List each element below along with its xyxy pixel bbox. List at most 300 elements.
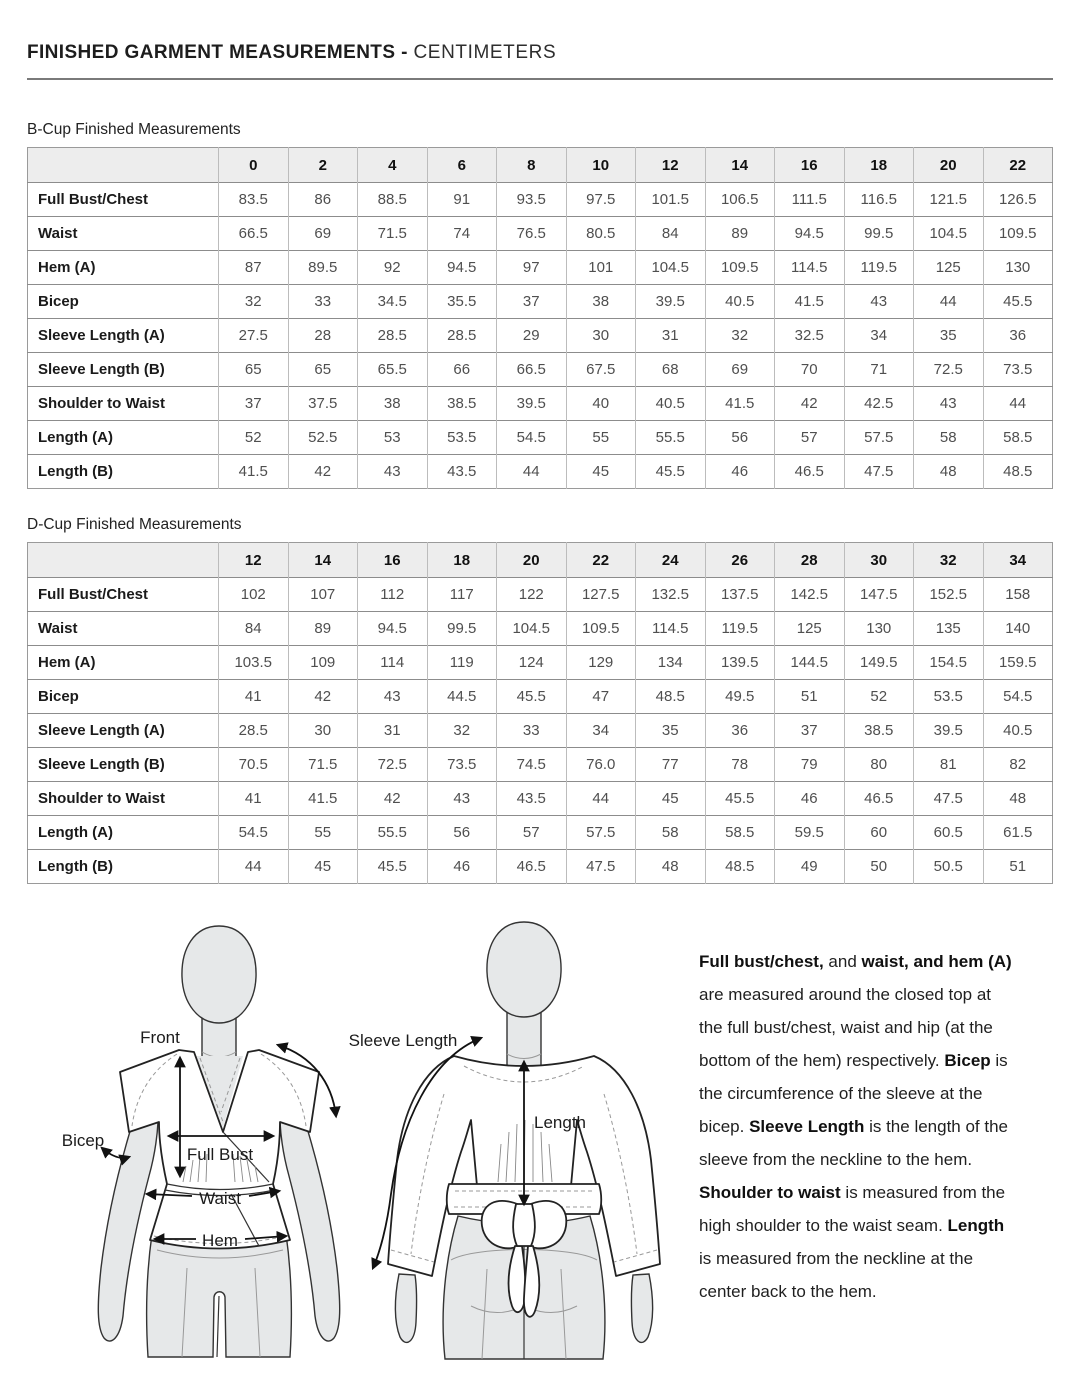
bicep-label: Bicep	[61, 1131, 105, 1150]
table-row	[28, 714, 1053, 748]
value-cell: 102	[219, 578, 289, 612]
value-cell: 31	[636, 319, 706, 353]
value-cell: 43.5	[427, 455, 497, 489]
diagram-and-description	[27, 914, 1053, 1376]
value-cell: 53.5	[914, 680, 984, 714]
value-cell: 142.5	[775, 578, 845, 612]
table-row	[28, 421, 1053, 455]
row-label-cell: Waist	[38, 225, 78, 242]
value-cell: 55	[566, 421, 636, 455]
value-cell: 33	[288, 285, 358, 319]
value-cell: 54.5	[497, 421, 567, 455]
table-row	[28, 748, 1053, 782]
size-header-cell: 8	[497, 148, 567, 183]
value-cell: 50	[844, 850, 914, 884]
value-cell: 149.5	[844, 646, 914, 680]
value-cell: 37	[497, 285, 567, 319]
value-cell: 55.5	[636, 421, 706, 455]
row-label-cell: Shoulder to Waist	[38, 790, 165, 807]
value-cell: 40	[566, 387, 636, 421]
row-label-cell: Length (A)	[38, 429, 113, 446]
size-header-cell: 14	[705, 148, 775, 183]
bcup-section	[27, 121, 1053, 489]
value-cell: 41.5	[288, 782, 358, 816]
value-cell: 92	[358, 251, 428, 285]
value-cell: 41.5	[705, 387, 775, 421]
table-row	[28, 782, 1053, 816]
size-header-cell: 34	[983, 543, 1053, 578]
value-cell: 32.5	[775, 319, 845, 353]
value-cell: 71.5	[358, 217, 428, 251]
value-cell: 89	[705, 217, 775, 251]
description-bold-term: Shoulder to waist	[699, 1183, 841, 1202]
size-header-cell: 14	[288, 543, 358, 578]
value-cell: 58.5	[983, 421, 1053, 455]
row-label-cell: Bicep	[38, 688, 79, 705]
value-cell: 103.5	[219, 646, 289, 680]
value-cell: 68	[636, 353, 706, 387]
value-cell: 52.5	[288, 421, 358, 455]
row-label-cell: Bicep	[38, 293, 79, 310]
dcup-table-label: D-Cup Finished Measurements	[27, 516, 242, 533]
value-cell: 60.5	[914, 816, 984, 850]
dcup-table-container	[27, 542, 1053, 884]
value-cell: 41	[219, 680, 289, 714]
value-cell: 114.5	[636, 612, 706, 646]
back-figure	[373, 922, 660, 1359]
value-cell: 45.5	[497, 680, 567, 714]
value-cell: 130	[983, 251, 1053, 285]
value-cell: 99.5	[427, 612, 497, 646]
measurement-description	[699, 931, 1013, 1359]
value-cell: 117	[427, 578, 497, 612]
value-cell: 139.5	[705, 646, 775, 680]
description-text: are measured around the closed top at the full bust/chest, waist and hip (at the bottom of the hem) respectively.	[699, 985, 993, 1070]
value-cell: 54.5	[219, 816, 289, 850]
table-row	[28, 217, 1053, 251]
page-title	[27, 42, 1053, 64]
table-row	[28, 387, 1053, 421]
value-cell: 80.5	[566, 217, 636, 251]
value-cell: 70.5	[219, 748, 289, 782]
table-row	[28, 850, 1053, 884]
value-cell: 119.5	[705, 612, 775, 646]
value-cell: 88.5	[358, 183, 428, 217]
value-cell: 52	[219, 421, 289, 455]
table-row	[28, 319, 1053, 353]
value-cell: 34	[566, 714, 636, 748]
value-cell: 39.5	[497, 387, 567, 421]
value-cell: 47.5	[566, 850, 636, 884]
value-cell: 121.5	[914, 183, 984, 217]
description-bold-term: Sleeve Length	[749, 1117, 865, 1136]
row-label-cell: Full Bust/Chest	[38, 586, 149, 603]
value-cell: 49.5	[705, 680, 775, 714]
size-header-cell: 6	[427, 148, 497, 183]
value-cell: 59.5	[775, 816, 845, 850]
value-cell: 134	[636, 646, 706, 680]
table-row	[28, 183, 1053, 217]
value-cell: 116.5	[844, 183, 914, 217]
value-cell: 47.5	[914, 782, 984, 816]
size-header-cell: 26	[705, 543, 775, 578]
value-cell: 137.5	[705, 578, 775, 612]
row-label-cell: Hem (A)	[38, 259, 96, 276]
value-cell: 44	[219, 850, 289, 884]
row-label-cell: Length (B)	[38, 463, 113, 480]
description-bold-term: Length	[947, 1216, 1005, 1235]
row-label-cell: Length (A)	[38, 824, 113, 841]
value-cell: 37	[219, 387, 289, 421]
value-cell: 124	[497, 646, 567, 680]
value-cell: 106.5	[705, 183, 775, 217]
sleeve-length-label: Sleeve Length	[348, 1031, 458, 1050]
row-label-cell: Length (B)	[38, 858, 113, 875]
value-cell: 57.5	[844, 421, 914, 455]
value-cell: 40.5	[705, 285, 775, 319]
value-cell: 126.5	[983, 183, 1053, 217]
front-figure	[98, 926, 339, 1357]
value-cell: 37.5	[288, 387, 358, 421]
description-bold-term: Bicep	[944, 1051, 991, 1070]
description-bold-term: Full bust/chest,	[699, 952, 824, 971]
row-label-cell: Sleeve Length (A)	[38, 722, 165, 739]
bcup-table-label: B-Cup Finished Measurements	[27, 121, 241, 138]
value-cell: 144.5	[775, 646, 845, 680]
table-row	[28, 612, 1053, 646]
value-cell: 44.5	[427, 680, 497, 714]
value-cell: 101	[566, 251, 636, 285]
value-cell: 44	[566, 782, 636, 816]
value-cell: 74	[427, 217, 497, 251]
value-cell: 55.5	[358, 816, 428, 850]
size-header-cell: 2	[288, 148, 358, 183]
value-cell: 97.5	[566, 183, 636, 217]
corner-cell	[28, 543, 219, 578]
value-cell: 119.5	[844, 251, 914, 285]
value-cell: 94.5	[427, 251, 497, 285]
value-cell: 48	[636, 850, 706, 884]
value-cell: 129	[566, 646, 636, 680]
value-cell: 43.5	[497, 782, 567, 816]
size-header-cell: 20	[914, 148, 984, 183]
value-cell: 48.5	[983, 455, 1053, 489]
row-label-cell: Sleeve Length (B)	[38, 756, 165, 773]
value-cell: 87	[219, 251, 289, 285]
value-cell: 35	[914, 319, 984, 353]
value-cell: 48.5	[636, 680, 706, 714]
value-cell: 42	[288, 455, 358, 489]
value-cell: 57	[497, 816, 567, 850]
value-cell: 77	[636, 748, 706, 782]
value-cell: 147.5	[844, 578, 914, 612]
value-cell: 45.5	[983, 285, 1053, 319]
value-cell: 42	[775, 387, 845, 421]
description-text: is the circumference of the sleeve at the bicep.	[699, 1051, 1008, 1136]
size-header-cell: 12	[636, 148, 706, 183]
value-cell: 48	[983, 782, 1053, 816]
value-cell: 38.5	[427, 387, 497, 421]
value-cell: 45.5	[358, 850, 428, 884]
dcup-section	[27, 516, 1053, 884]
value-cell: 38.5	[844, 714, 914, 748]
table-row	[28, 578, 1053, 612]
size-header-cell: 18	[427, 543, 497, 578]
value-cell: 93.5	[497, 183, 567, 217]
value-cell: 158	[983, 578, 1053, 612]
value-cell: 46	[705, 455, 775, 489]
value-cell: 41.5	[775, 285, 845, 319]
value-cell: 69	[288, 217, 358, 251]
value-cell: 60	[844, 816, 914, 850]
value-cell: 65	[219, 353, 289, 387]
value-cell: 49	[775, 850, 845, 884]
value-cell: 30	[566, 319, 636, 353]
size-header-cell: 12	[219, 543, 289, 578]
size-header-cell: 30	[844, 543, 914, 578]
value-cell: 130	[844, 612, 914, 646]
value-cell: 39.5	[636, 285, 706, 319]
value-cell: 94.5	[775, 217, 845, 251]
row-label-cell: Shoulder to Waist	[38, 395, 165, 412]
value-cell: 76.0	[566, 748, 636, 782]
value-cell: 74.5	[497, 748, 567, 782]
value-cell: 43	[358, 680, 428, 714]
size-header-cell: 32	[914, 543, 984, 578]
size-header-cell: 0	[219, 148, 289, 183]
bcup-table-container	[27, 147, 1053, 489]
value-cell: 33	[497, 714, 567, 748]
value-cell: 47	[566, 680, 636, 714]
value-cell: 47.5	[844, 455, 914, 489]
value-cell: 71.5	[288, 748, 358, 782]
value-cell: 35	[636, 714, 706, 748]
value-cell: 57	[775, 421, 845, 455]
value-cell: 67.5	[566, 353, 636, 387]
garment-measurement-diagram	[27, 914, 687, 1376]
table-row	[28, 646, 1053, 680]
value-cell: 89	[288, 612, 358, 646]
measurements-table	[27, 542, 1053, 884]
value-cell: 114.5	[775, 251, 845, 285]
value-cell: 36	[705, 714, 775, 748]
value-cell: 71	[844, 353, 914, 387]
value-cell: 97	[497, 251, 567, 285]
value-cell: 42	[358, 782, 428, 816]
value-cell: 46.5	[775, 455, 845, 489]
value-cell: 28.5	[358, 319, 428, 353]
value-cell: 40.5	[983, 714, 1053, 748]
value-cell: 56	[427, 816, 497, 850]
size-header-row	[28, 543, 1053, 578]
value-cell: 28.5	[427, 319, 497, 353]
value-cell: 65	[288, 353, 358, 387]
value-cell: 43	[914, 387, 984, 421]
value-cell: 86	[288, 183, 358, 217]
value-cell: 35.5	[427, 285, 497, 319]
value-cell: 41.5	[219, 455, 289, 489]
value-cell: 125	[914, 251, 984, 285]
value-cell: 72.5	[358, 748, 428, 782]
table-row	[28, 285, 1053, 319]
value-cell: 58	[636, 816, 706, 850]
value-cell: 78	[705, 748, 775, 782]
value-cell: 127.5	[566, 578, 636, 612]
value-cell: 57.5	[566, 816, 636, 850]
value-cell: 45	[636, 782, 706, 816]
value-cell: 45.5	[636, 455, 706, 489]
value-cell: 42.5	[844, 387, 914, 421]
table-row	[28, 455, 1053, 489]
value-cell: 89.5	[288, 251, 358, 285]
value-cell: 34	[844, 319, 914, 353]
value-cell: 46.5	[844, 782, 914, 816]
value-cell: 66.5	[219, 217, 289, 251]
value-cell: 109.5	[705, 251, 775, 285]
table-row	[28, 816, 1053, 850]
row-label-cell: Sleeve Length (A)	[38, 327, 165, 344]
value-cell: 48.5	[705, 850, 775, 884]
value-cell: 84	[636, 217, 706, 251]
value-cell: 51	[775, 680, 845, 714]
value-cell: 119	[427, 646, 497, 680]
value-cell: 38	[566, 285, 636, 319]
value-cell: 52	[844, 680, 914, 714]
value-cell: 32	[219, 285, 289, 319]
row-label-cell: Sleeve Length (B)	[38, 361, 165, 378]
value-cell: 43	[427, 782, 497, 816]
value-cell: 45	[288, 850, 358, 884]
description-text: is measured from the high shoulder to the waist seam.	[699, 1183, 1006, 1235]
value-cell: 80	[844, 748, 914, 782]
size-header-cell: 4	[358, 148, 428, 183]
value-cell: 135	[914, 612, 984, 646]
value-cell: 61.5	[983, 816, 1053, 850]
value-cell: 82	[983, 748, 1053, 782]
value-cell: 54.5	[983, 680, 1053, 714]
value-cell: 104.5	[497, 612, 567, 646]
value-cell: 104.5	[636, 251, 706, 285]
value-cell: 45	[566, 455, 636, 489]
value-cell: 34.5	[358, 285, 428, 319]
value-cell: 109.5	[983, 217, 1053, 251]
value-cell: 125	[775, 612, 845, 646]
measurements-table	[27, 147, 1053, 489]
size-header-cell: 24	[636, 543, 706, 578]
value-cell: 39.5	[914, 714, 984, 748]
title-divider	[27, 78, 1053, 80]
description-text: and	[823, 952, 862, 971]
value-cell: 66	[427, 353, 497, 387]
value-cell: 30	[288, 714, 358, 748]
value-cell: 99.5	[844, 217, 914, 251]
description-text: is the length of the sleeve from the neckline to the hem.	[699, 1117, 1009, 1169]
value-cell: 42	[288, 680, 358, 714]
value-cell: 46	[427, 850, 497, 884]
value-cell: 154.5	[914, 646, 984, 680]
value-cell: 41	[219, 782, 289, 816]
description-bold-term: waist, and hem (A)	[861, 952, 1012, 971]
row-label-cell: Waist	[38, 620, 78, 637]
value-cell: 44	[983, 387, 1053, 421]
value-cell: 29	[497, 319, 567, 353]
value-cell: 111.5	[775, 183, 845, 217]
size-header-cell: 16	[358, 543, 428, 578]
value-cell: 81	[914, 748, 984, 782]
value-cell: 72.5	[914, 353, 984, 387]
size-header-cell: 22	[566, 543, 636, 578]
value-cell: 28.5	[219, 714, 289, 748]
value-cell: 73.5	[983, 353, 1053, 387]
size-header-cell: 16	[775, 148, 845, 183]
value-cell: 43	[358, 455, 428, 489]
value-cell: 112	[358, 578, 428, 612]
value-cell: 66.5	[497, 353, 567, 387]
value-cell: 53	[358, 421, 428, 455]
size-header-cell: 10	[566, 148, 636, 183]
row-label-cell: Full Bust/Chest	[38, 191, 149, 208]
value-cell: 37	[775, 714, 845, 748]
value-cell: 43	[844, 285, 914, 319]
table-row	[28, 251, 1053, 285]
value-cell: 45.5	[705, 782, 775, 816]
size-header-row	[28, 148, 1053, 183]
value-cell: 152.5	[914, 578, 984, 612]
value-cell: 101.5	[636, 183, 706, 217]
value-cell: 122	[497, 578, 567, 612]
value-cell: 73.5	[427, 748, 497, 782]
value-cell: 107	[288, 578, 358, 612]
row-label-cell: Hem (A)	[38, 654, 96, 671]
value-cell: 76.5	[497, 217, 567, 251]
value-cell: 84	[219, 612, 289, 646]
waist-label: Waist	[199, 1189, 241, 1208]
value-cell: 109	[288, 646, 358, 680]
size-header-cell: 22	[983, 148, 1053, 183]
value-cell: 91	[427, 183, 497, 217]
value-cell: 46	[775, 782, 845, 816]
size-header-cell: 20	[497, 543, 567, 578]
value-cell: 44	[914, 285, 984, 319]
size-header-cell: 18	[844, 148, 914, 183]
value-cell: 53.5	[427, 421, 497, 455]
table-row	[28, 680, 1053, 714]
value-cell: 58.5	[705, 816, 775, 850]
value-cell: 56	[705, 421, 775, 455]
value-cell: 79	[775, 748, 845, 782]
front-label: Front	[140, 1028, 180, 1047]
value-cell: 36	[983, 319, 1053, 353]
page-title-units: CENTIMETERS	[413, 42, 557, 63]
value-cell: 38	[358, 387, 428, 421]
size-header-cell: 28	[775, 543, 845, 578]
value-cell: 69	[705, 353, 775, 387]
value-cell: 28	[288, 319, 358, 353]
value-cell: 32	[427, 714, 497, 748]
value-cell: 51	[983, 850, 1053, 884]
value-cell: 70	[775, 353, 845, 387]
value-cell: 31	[358, 714, 428, 748]
value-cell: 55	[288, 816, 358, 850]
full-bust-label: Full Bust	[186, 1145, 254, 1164]
table-row	[28, 353, 1053, 387]
value-cell: 48	[914, 455, 984, 489]
value-cell: 27.5	[219, 319, 289, 353]
value-cell: 132.5	[636, 578, 706, 612]
value-cell: 114	[358, 646, 428, 680]
value-cell: 46.5	[497, 850, 567, 884]
value-cell: 65.5	[358, 353, 428, 387]
